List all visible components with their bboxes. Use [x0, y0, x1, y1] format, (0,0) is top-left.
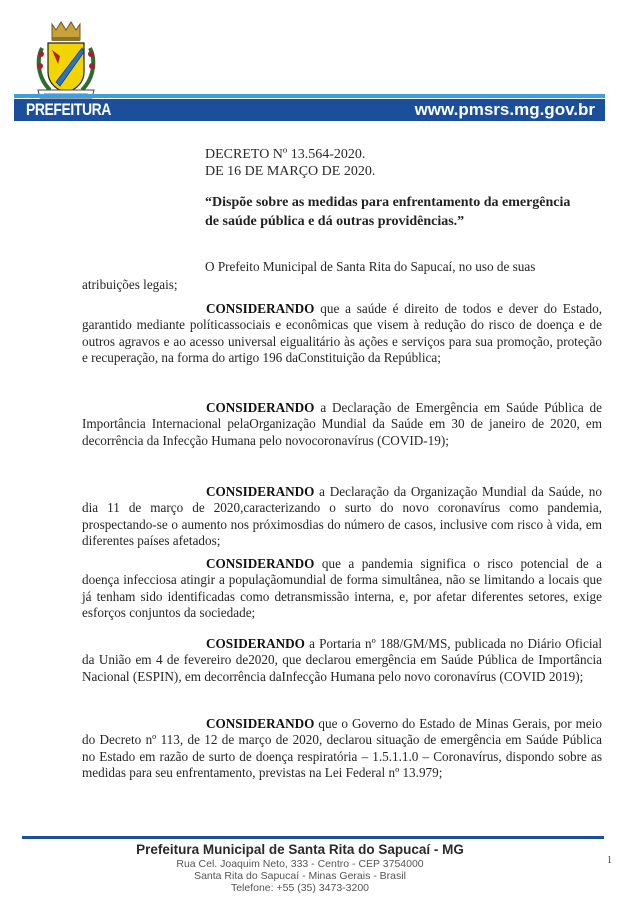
considerando-text: a Declaração da Organização Mundial da Saúde, no dia 11 de março de 2020,caracterizando o surto do novo coronavírus como pandemia, prospectando-se o aumento nos próximosdias do número de casos, inclusive com risco à vida, em diferentes países afetados; — [82, 484, 602, 549]
page-number: 1 — [607, 855, 612, 866]
considerando-lead: CONSIDERANDO — [206, 556, 315, 571]
considerando-text: que o Governo do Estado de Minas Gerais, por meio do Decreto nº 113, de 12 de março de 2020, declarou situação de emergência em Saúde Pública no Estado em razão de surto de doença respiratória – 1.5.1.1.0 – Coronavírus, dispondo sobre as medidas para seu enfrentamento, previstas na Lei Federal nº 13.979; — [82, 716, 602, 781]
decree-date: DE 16 DE MARÇO DE 2020. — [205, 164, 376, 179]
decree-heading — [205, 146, 375, 180]
intro-paragraph-line-2: atribuições legais; — [82, 277, 178, 292]
considerando-lead: CONSIDERANDO — [206, 301, 315, 316]
considerando-text: a Declaração de Emergência em Saúde Pública de Importância Internacional pelaOrganização Mundial da Saúde em 30 de janeiro de 2020, em decorrência da Infecção Humana pelo novocoronavírus (COVID-19); — [82, 400, 602, 448]
considerando-text: que a saúde é direito de todos e dever do Estado, garantido mediante políticassociais e econômicas que visem à redução do risco de doença e de outros agravos e ao acesso universal eigualitário às ações e serviços para sua promoção, proteção e recuperação, na forma do artigo 196 daConstituição da República; — [82, 301, 602, 366]
header-band — [14, 99, 605, 121]
decree-number: DECRETO Nº 13.564-2020. — [205, 147, 366, 162]
footer-divider — [22, 836, 604, 839]
header-prefeitura-label: PREFEITURA — [26, 100, 111, 119]
considerando-paragraph — [82, 556, 602, 622]
considerando-lead: COSIDERANDO — [206, 636, 305, 651]
considerando-lead: CONSIDERANDO — [206, 484, 315, 499]
considerando-text: a Portaria nº 188/GM/MS, publicada no Diário Oficial da União em 4 de fevereiro de2020, que declarou emergência em Saúde Pública de Importância Nacional (ESPIN), em decorrência daInfecção Humana pelo novo coronavírus (COVID 2019); — [82, 636, 602, 684]
considerando-paragraph — [82, 636, 602, 685]
footer-phone: Telefone: +55 (35) 3473-3200 — [230, 882, 370, 894]
footer-title: Prefeitura Municipal de Santa Rita do Sapucaí - MG — [136, 842, 464, 857]
ementa-line-2: de saúde pública e dá outras providências.” — [205, 214, 465, 229]
considerando-paragraph — [82, 484, 602, 550]
municipal-crest-icon — [30, 20, 102, 102]
header-accent-line — [14, 94, 605, 98]
considerando-lead: CONSIDERANDO — [206, 716, 315, 731]
considerando-lead: CONSIDERANDO — [206, 400, 315, 415]
decree-ementa — [205, 193, 600, 231]
ementa-line-1: “Dispõe sobre as medidas para enfrentamento da emergência — [205, 195, 571, 210]
considerando-paragraph — [82, 716, 602, 782]
header-website-link[interactable]: www.pmsrs.mg.gov.br — [414, 100, 595, 119]
footer-city: Santa Rita do Sapucaí - Minas Gerais - Brasil — [194, 870, 406, 882]
considerando-paragraph — [82, 301, 602, 367]
footer-address: Rua Cel. Joaquim Neto, 333 - Centro - CEP 3754000 — [176, 858, 424, 870]
considerando-paragraph — [82, 400, 602, 449]
considerando-text: que a pandemia significa o risco potencial de a doença infecciosa atingir a populaçãomundial de forma simultânea, não se limitando a locais que já tenham sido identificadas como detransmissão interna, e, por afetar diferentes setores, exige esforços conjuntos da sociedade; — [82, 556, 602, 621]
intro-paragraph-line-1: O Prefeito Municipal de Santa Rita do Sapucaí, no uso de suas — [205, 259, 536, 274]
